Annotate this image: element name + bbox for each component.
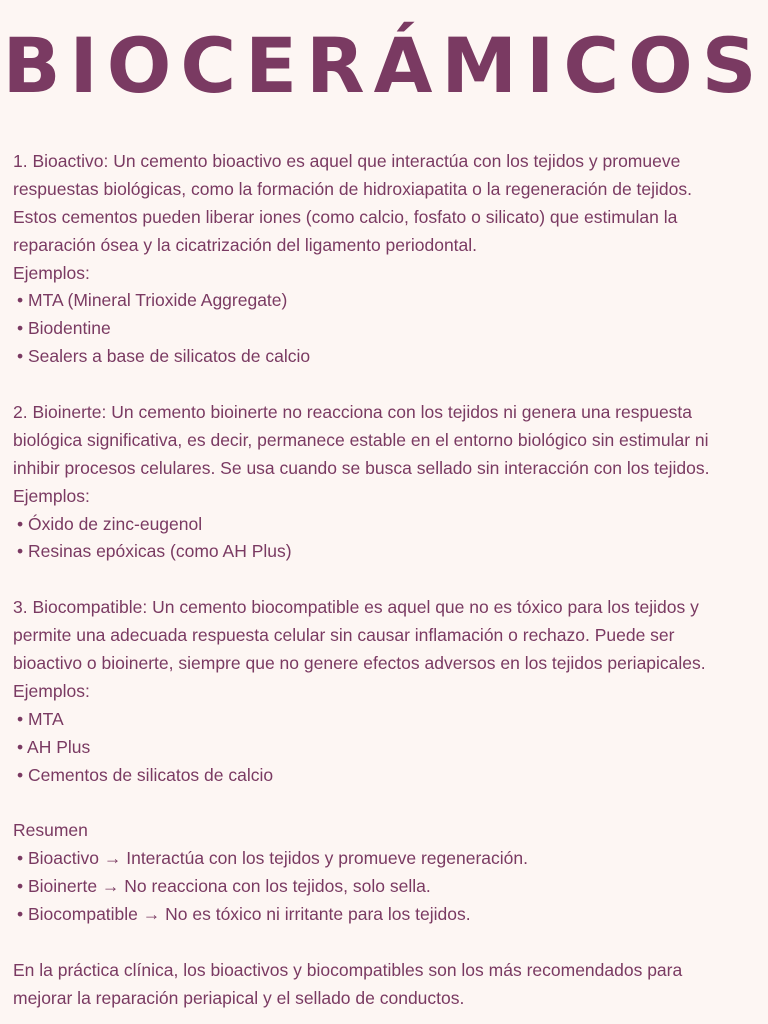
example-item: • AH Plus	[17, 736, 91, 757]
spacer	[13, 929, 763, 957]
example-item: • Sealers a base de silicatos de calcio	[17, 346, 311, 367]
paragraph-line: bioactivo o bioinerte, siempre que no genere efectos adversos en los tejidos periapicales.	[13, 653, 706, 674]
examples-label: Ejemplos:	[13, 680, 90, 701]
example-item: • Óxido de zinc-eugenol	[17, 513, 203, 534]
example-item: • Biodentine	[17, 318, 111, 339]
resumen-item: • Bioactivo → Interactúa con los tejidos y promueve regeneración.	[17, 848, 528, 869]
paragraph-line: 2. Bioinerte: Un cemento bioinerte no reacciona con los tejidos ni genera una respuesta	[13, 402, 693, 423]
section-bioinerte	[13, 399, 763, 566]
paragraph-line: respuestas biológicas, como la formación de hidroxiapatita o la regeneración de tejidos.	[13, 178, 693, 199]
spacer	[13, 371, 763, 399]
example-item: • MTA (Mineral Trioxide Aggregate)	[17, 290, 288, 311]
resumen-item: • Bioinerte → No reacciona con los tejidos, solo sella.	[17, 876, 431, 897]
paragraph-line: Estos cementos pueden liberar iones (como calcio, fosfato o silicato) que estimulan la	[13, 206, 678, 227]
paragraph-line: inhibir procesos celulares. Se usa cuando se busca sellado sin interacción con los tejidos.	[13, 457, 710, 478]
paragraph-line: En la práctica clínica, los bioactivos y biocompatibles son los más recomendados para	[13, 959, 683, 980]
example-item: • Resinas epóxicas (como AH Plus)	[17, 541, 292, 562]
paragraph-line: mejorar la reparación periapical y el sellado de conductos.	[13, 987, 465, 1008]
resumen-item: • Biocompatible → No es tóxico ni irritante para los tejidos.	[17, 904, 471, 925]
paragraph-line: 3. Biocompatible: Un cemento biocompatible es aquel que no es tóxico para los tejidos y	[13, 597, 699, 618]
paragraph-line: biológica significativa, es decir, permanece estable en el entorno biológico sin estimular ni	[13, 429, 709, 450]
paragraph-line: permite una adecuada respuesta celular sin causar inflamación o rechazo. Puede ser	[13, 625, 675, 646]
example-item: • MTA	[17, 708, 64, 729]
examples-label: Ejemplos:	[13, 485, 90, 506]
page-title: BIOCERÁMICOS	[2, 21, 766, 110]
examples-label: Ejemplos:	[13, 262, 90, 283]
paragraph-line: reparación ósea y la cicatrización del ligamento periodontal.	[13, 234, 478, 255]
section-conclusion	[13, 957, 763, 1013]
resumen-label: Resumen	[13, 820, 88, 841]
section-resumen	[13, 817, 763, 929]
paragraph-line: 1. Bioactivo: Un cemento bioactivo es aquel que interactúa con los tejidos y promueve	[13, 151, 681, 171]
section-bioactivo	[13, 148, 763, 371]
document-body	[13, 148, 763, 1013]
section-biocompatible	[13, 594, 763, 789]
spacer	[13, 566, 763, 594]
example-item: • Cementos de silicatos de calcio	[17, 764, 274, 785]
spacer	[13, 789, 763, 817]
